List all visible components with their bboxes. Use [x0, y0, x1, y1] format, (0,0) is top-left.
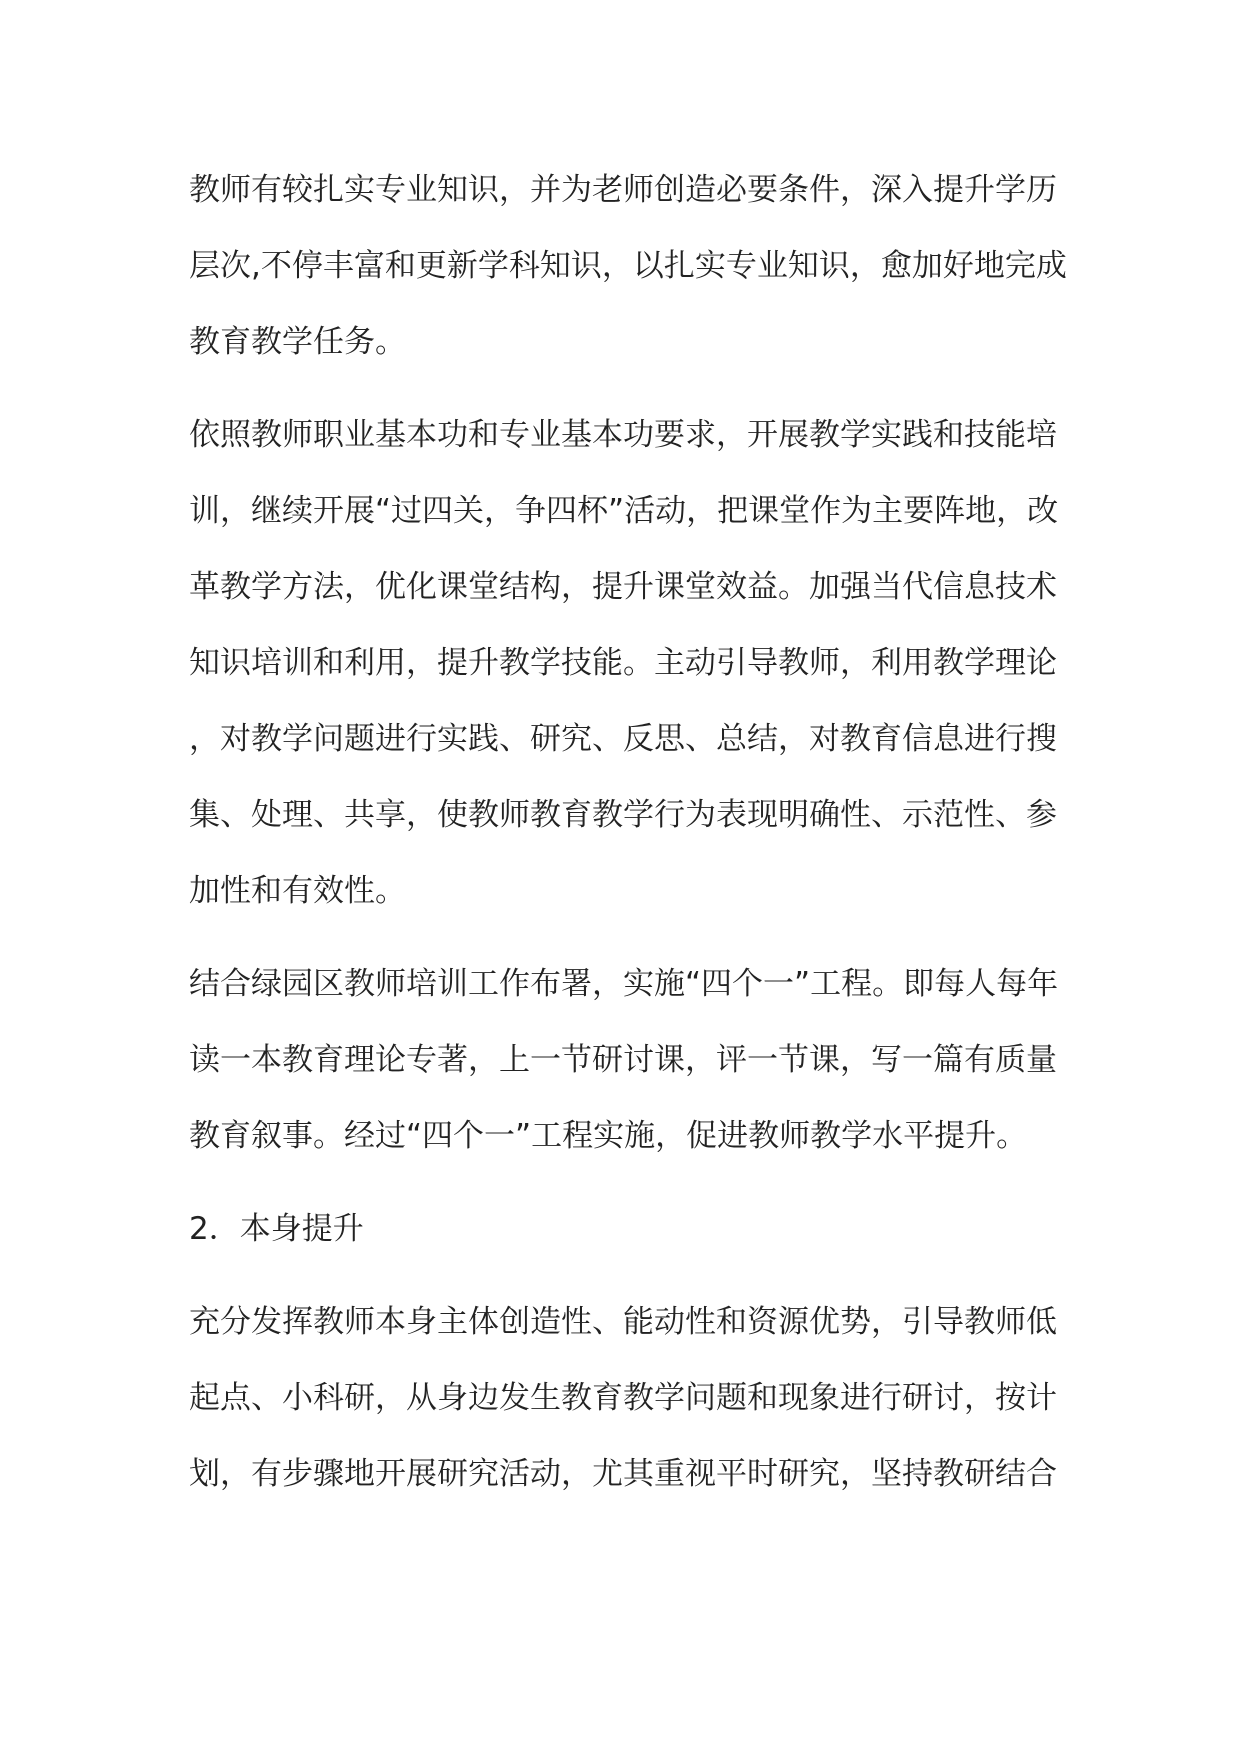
text-line: 充分发挥教师本身主体创造性、能动性和资源优势，引导教师低 [189, 1304, 1057, 1340]
text-line: 依照教师职业基本功和专业基本功要求，开展教学实践和技能培 [189, 417, 1057, 453]
text-line: 结合绿园区教师培训工作布署，实施“四个一”工程。即每人每年 [189, 966, 1059, 1002]
text-line: 训，继续开展“过四关，争四杯”活动，把课堂作为主要阵地，改 [189, 493, 1059, 529]
text-line: 加性和有效性。 [189, 873, 406, 909]
text-line: 层次,不停丰富和更新学科知识，以扎实专业知识，愈加好地完成 [189, 248, 1067, 284]
section-heading: 2．本身提升 [189, 1211, 364, 1247]
text-line: ，对教学问题进行实践、研究、反思、总结，对教育信息进行搜 [189, 721, 1057, 757]
text-line: 教育叙事。经过“四个一”工程实施，促进教师教学水平提升。 [189, 1118, 1028, 1154]
text-line: 起点、小科研，从身边发生教育教学问题和现象进行研讨，按计 [189, 1380, 1057, 1416]
text-line: 划，有步骤地开展研究活动，尤其重视平时研究，坚持教研结合 [189, 1456, 1057, 1492]
text-line: 教育教学任务。 [189, 324, 406, 360]
text-line: 知识培训和利用，提升教学技能。主动引导教师，利用教学理论 [189, 645, 1057, 681]
text-line: 教师有较扎实专业知识，并为老师创造必要条件，深入提升学历 [189, 172, 1057, 208]
text-line: 集、处理、共享，使教师教育教学行为表现明确性、示范性、参 [189, 797, 1057, 833]
text-line: 革教学方法，优化课堂结构，提升课堂效益。加强当代信息技术 [189, 569, 1057, 605]
text-line: 读一本教育理论专著，上一节研讨课，评一节课，写一篇有质量 [189, 1042, 1057, 1078]
